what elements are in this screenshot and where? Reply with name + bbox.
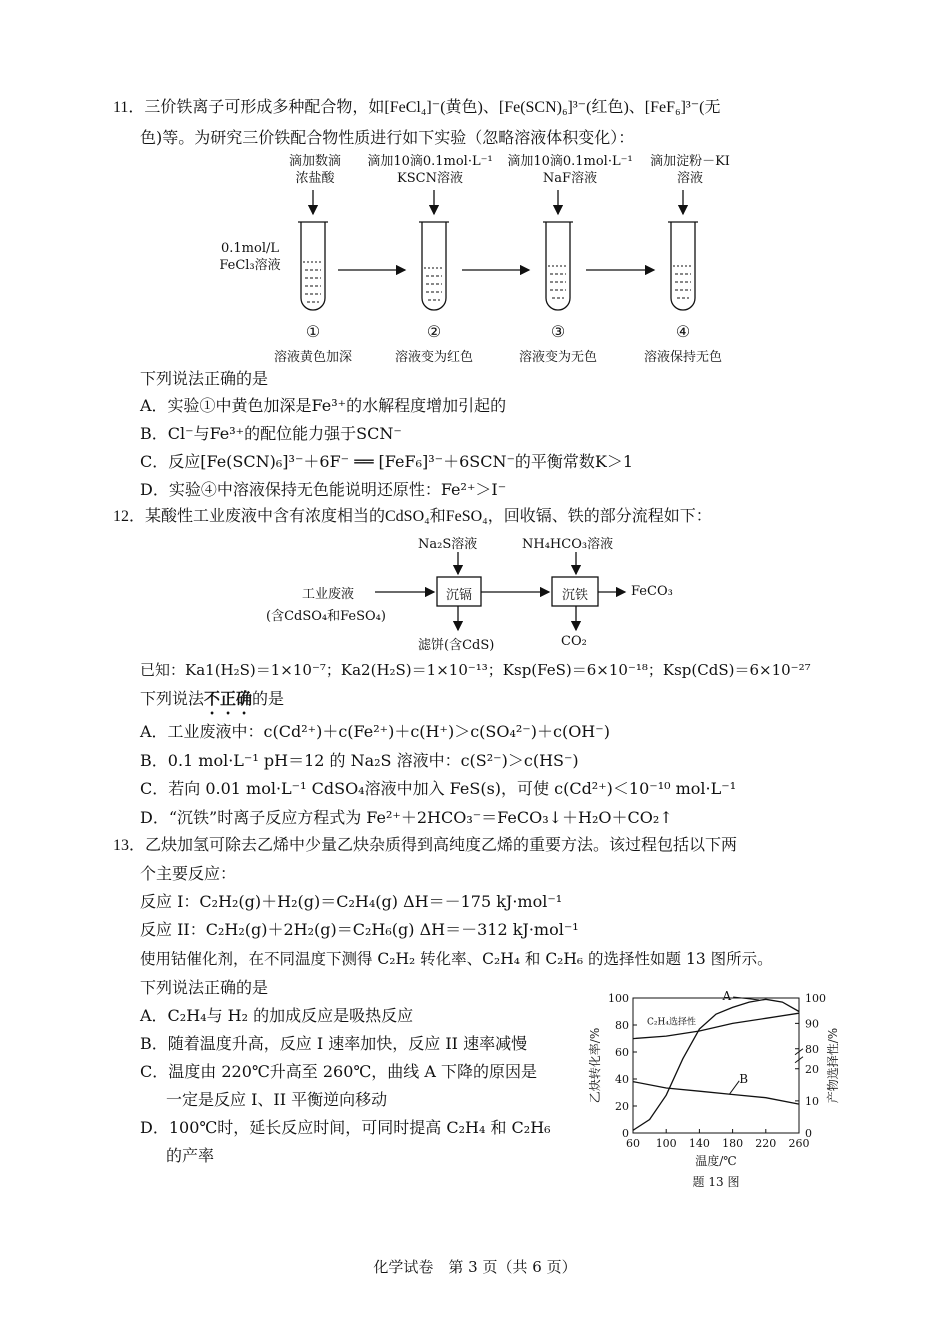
x-tick-label: 220: [755, 1137, 777, 1150]
y-left-tick-label: 40: [615, 1073, 629, 1086]
y-right-tick-label: 90: [805, 1017, 819, 1031]
q12-option-d: D．“沉铁”时离子反应方程式为 Fe²⁺＋2HCO₃⁻＝FeCO₃↓＋H₂O＋CO₂↑: [140, 808, 673, 827]
q12-question-emphasis: 不正确: [204, 689, 253, 708]
recycle-flow-chart: [0, 0, 950, 660]
q12-option-c: C．若向 0.01 mol·L⁻¹ CdSO₄溶液中加入 FeS(s)，可使 c(Cd²⁺)＜10⁻¹⁰ mol·L⁻¹: [140, 779, 737, 798]
q13-option-d-cont: 的产率: [166, 1146, 215, 1165]
series-label-c2h4: C₂H₄选择性: [647, 1017, 696, 1028]
q12-stem: 12．某酸性工业废液中含有浓度相当的CdSO₄和FeSO₄，回收镉、铁的部分流程如下：: [113, 508, 712, 525]
y-right-axis-title: 产物选择性/%: [826, 1027, 840, 1104]
start-label-fecl3: FeCl₃溶液: [219, 258, 281, 273]
q13-question: 下列说法正确的是: [140, 978, 269, 997]
q13-reaction-2: 反应 II：C₂H₂(g)＋2H₂(g)＝C₂H₆(g) ΔH＝－312 kJ·mol⁻¹: [140, 920, 579, 939]
x-axis-title: 温度/℃: [695, 1154, 737, 1168]
tube-3-num: ③: [550, 322, 566, 341]
q11-question: 下列说法正确的是: [140, 369, 269, 388]
reagent-3-line1: 滴加10滴0.1mol·L⁻¹: [507, 154, 633, 169]
q13-stem-line1: 13．乙炔加氢可除去乙烯中少量乙炔杂质得到高纯度乙烯的重要方法。该过程包括以下两: [113, 837, 738, 854]
reagent-2-line1: 滴加10滴0.1mol·L⁻¹: [367, 154, 493, 169]
flow-box2-label: 沉铁: [561, 588, 588, 603]
q11-option-b: B．Cl⁻与Fe³⁺的配位能力强于SCN⁻: [140, 424, 402, 443]
q11-option-d: D．实验④中溶液保持无色能说明还原性：Fe²⁺＞I⁻: [140, 480, 507, 499]
tube-1-result: 溶液黄色加深: [273, 350, 352, 365]
q11-stem-line1: 11．三价铁离子可形成多种配合物，如[FeCl₄]⁻(黄色)、[Fe(SCN)₆]³⁻(红色)、[FeF₆]³⁻(无: [113, 99, 721, 116]
q12-known: 已知：Ka1(H₂S)＝1×10⁻⁷；Ka2(H₂S)＝1×10⁻¹³；Ksp(FeS)＝6×10⁻¹⁸；Ksp(CdS)＝6×10⁻²⁷: [140, 661, 811, 679]
reagent-4-line1: 滴加淀粉－KI: [650, 154, 730, 169]
x-tick-label: 180: [722, 1137, 744, 1150]
q13-description: 使用钴催化剂，在不同温度下测得 C₂H₂ 转化率、C₂H₄ 和 C₂H₆ 的选择性如题 13 图所示。: [140, 950, 773, 968]
tube-1-num: ①: [305, 322, 321, 341]
q12-option-a: A．工业废液中：c(Cd²⁺)＋c(Fe²⁺)＋c(H⁺)＞c(SO₄²⁻)＋c(OH⁻): [140, 722, 610, 741]
x-tick-label: 60: [626, 1137, 640, 1150]
y-right-tick-label: 100: [805, 992, 826, 1005]
series-label-a: A: [722, 989, 732, 1004]
y-left-tick-label: 20: [615, 1100, 629, 1113]
x-tick-label: 140: [688, 1137, 710, 1150]
y-left-tick-label: 0: [622, 1127, 629, 1140]
q12-question-pre: 下列说法: [140, 689, 205, 708]
series-line-2: [633, 1082, 799, 1105]
x-tick-label: 260: [788, 1137, 810, 1150]
q11-stem-line2: 色)等。为研究三价铁配合物性质进行如下实验（忽略溶液体积变化）：: [140, 128, 635, 147]
q12-option-b: B．0.1 mol·L⁻¹ pH＝12 的 Na₂S 溶液中：c(S²⁻)＞c(HS⁻): [140, 751, 579, 770]
y-left-tick-label: 100: [608, 992, 629, 1005]
start-label-conc: 0.1mol/L: [221, 241, 279, 256]
tube-3-result: 溶液变为无色: [518, 350, 597, 365]
series-label-b-leader: [729, 1081, 739, 1095]
y-right-tick-label: 80: [805, 1042, 819, 1056]
q13-stem-line2: 个主要反应：: [140, 864, 237, 883]
page-footer: 化学试卷 第 3 页（共 6 页）: [373, 1258, 577, 1276]
q12-question-post: 的是: [252, 689, 285, 708]
q13-option-a: A．C₂H₄与 H₂ 的加成反应是吸热反应: [140, 1006, 414, 1025]
flow-input-label: 工业废液: [302, 587, 355, 602]
reagent-1-line2: 浓盐酸: [295, 171, 335, 186]
y-right-tick-label: 0: [805, 1127, 812, 1140]
reagent-3-line2: NaF溶液: [542, 171, 598, 186]
series-label-b: B: [739, 1071, 749, 1086]
q13-chart: [585, 978, 850, 1200]
reagent-1-line1: 滴加数滴: [288, 154, 341, 169]
flow-filter-cake: 滤饼(含CdS): [418, 638, 495, 653]
tube-2-num: ②: [426, 322, 442, 341]
y-left-tick-label: 80: [615, 1019, 629, 1032]
reagent-2-line2: KSCN溶液: [397, 171, 463, 186]
y-right-tick-label: 20: [805, 1062, 819, 1076]
flow-input-detail: (含CdSO₄和FeSO₄): [266, 609, 386, 624]
q13-option-d: D．100℃时，延长反应时间，可同时提高 C₂H₄ 和 C₂H₆: [140, 1118, 551, 1137]
flow-reagent-nh4hco3: NH₄HCO₃溶液: [522, 537, 614, 552]
q13-reaction-1: 反应 I：C₂H₂(g)＋H₂(g)＝C₂H₄(g) ΔH＝－175 kJ·mol⁻¹: [140, 892, 563, 911]
q11-option-c: C．反应[Fe(SCN)₆]³⁻＋6F⁻ ══ [FeF₆]³⁻＋6SCN⁻的平衡常数K＞1: [140, 452, 634, 471]
tube-4-num: ④: [675, 322, 691, 341]
tube-2-result: 溶液变为红色: [394, 350, 473, 365]
tube-4-result: 溶液保持无色: [643, 350, 722, 365]
q11-option-a: A．实验①中黄色加深是Fe³⁺的水解程度增加引起的: [140, 396, 507, 415]
flow-reagent-na2s: Na₂S溶液: [418, 537, 478, 552]
reagent-4-line2: 溶液: [676, 171, 703, 186]
y-right-tick-label: 10: [805, 1094, 819, 1108]
x-tick-label: 100: [655, 1137, 677, 1150]
q12-question: [140, 689, 284, 718]
q13-option-b: B．随着温度升高，反应 I 速率加快，反应 II 速率减慢: [140, 1034, 528, 1053]
q13-option-c-cont: 一定是反应 I、II 平衡逆向移动: [166, 1090, 388, 1109]
flow-output: FeCO₃: [631, 584, 673, 599]
q13-option-c: C．温度由 220℃升高至 260℃，曲线 A 下降的原因是: [140, 1062, 538, 1081]
y-left-axis-title: 乙炔转化率/%: [588, 1027, 602, 1104]
series-label-a-leader: [733, 997, 759, 1000]
chart-caption: 题 13 图: [692, 1175, 740, 1189]
y-left-tick-label: 60: [615, 1046, 629, 1059]
flow-box1-label: 沉镉: [445, 588, 472, 603]
flow-co2: CO₂: [561, 634, 587, 649]
